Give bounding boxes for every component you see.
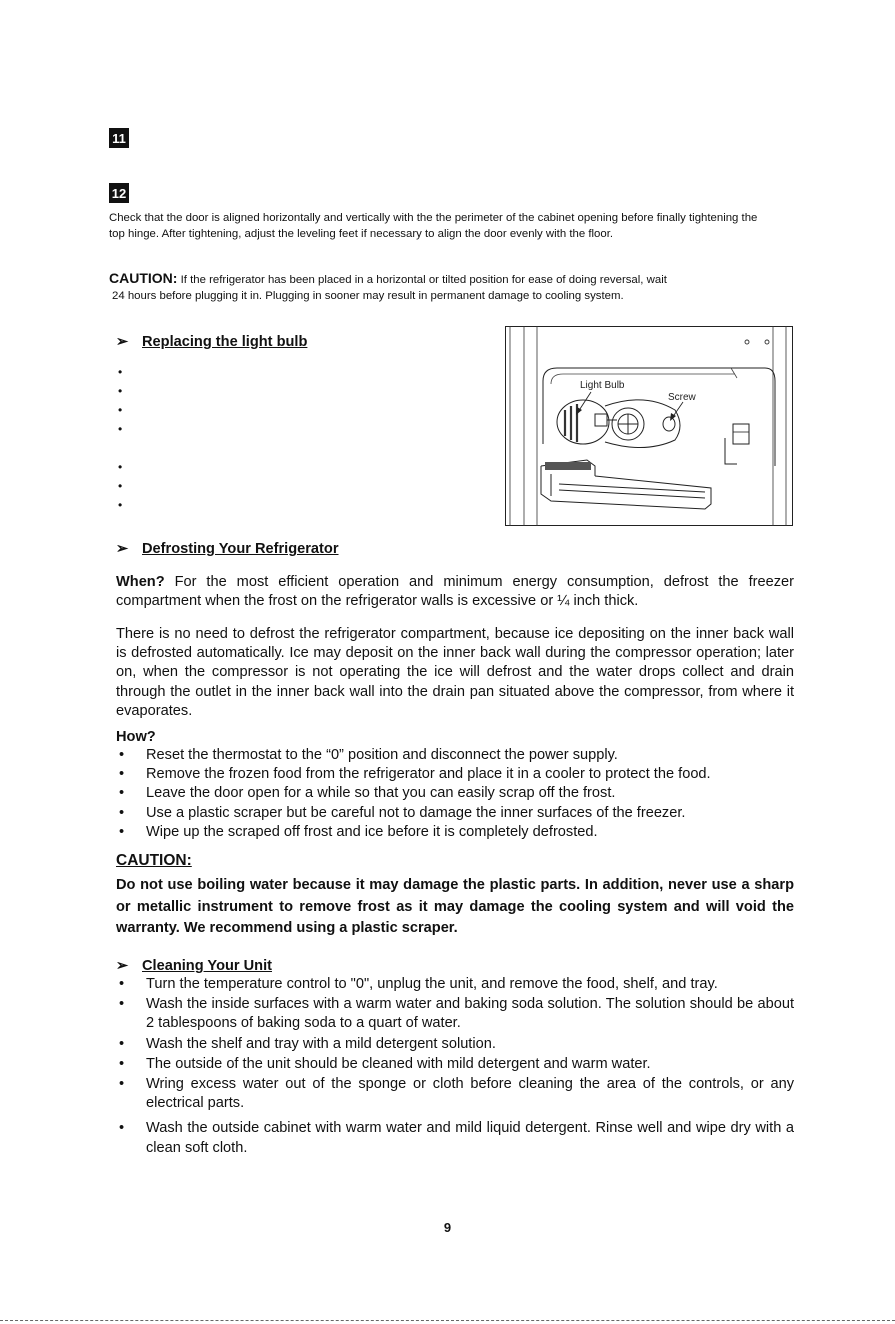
cleaning-steps bbox=[116, 975, 794, 1158]
step-12-badge: 12 bbox=[109, 183, 129, 203]
list-item: • Wring excess water out of the sponge or cloth before cleaning the area of the controls, or any electrical parts. bbox=[119, 1076, 794, 1112]
light-bulb-heading bbox=[116, 333, 307, 350]
defrost-heading bbox=[116, 540, 339, 557]
arrow-bullet-icon: ➢ bbox=[116, 958, 129, 974]
cleaning-heading bbox=[116, 957, 272, 974]
light-bulb-bullet: • bbox=[118, 403, 123, 417]
cleaning-title: Cleaning Your Unit bbox=[142, 958, 272, 974]
light-bulb-bullet: • bbox=[118, 422, 123, 436]
list-item: • Turn the temperature control to "0", unplug the unit, and remove the food, shelf, and tray. bbox=[119, 976, 718, 992]
light-bulb-label: Light Bulb bbox=[580, 380, 625, 391]
light-bulb-bullet: • bbox=[118, 498, 123, 512]
step-11-badge: 11 bbox=[109, 128, 129, 148]
door-alignment-note: Check that the door is aligned horizontally and vertically with the the perimeter of the cabinet opening before finally tightening the top hinge. After tightening, adjust the leveling feet if necessary to align the door evenly with the floor. bbox=[109, 212, 758, 240]
light-bulb-title: Replacing the light bulb bbox=[142, 334, 308, 350]
defrost-title: Defrosting Your Refrigerator bbox=[142, 541, 339, 557]
caution-line-1: If the refrigerator has been placed in a horizontal or tilted position for ease of doing reversal, wait bbox=[180, 274, 667, 286]
light-bulb-bullet: • bbox=[118, 384, 123, 398]
caution-reversal bbox=[109, 270, 809, 304]
list-item: • Wash the shelf and tray with a mild detergent solution. bbox=[119, 1035, 496, 1052]
light-bulb-bullet: • bbox=[118, 365, 123, 379]
how-label: How? bbox=[116, 729, 156, 745]
list-item: • Wipe up the scraped off frost and ice before it is completely defrosted. bbox=[119, 823, 598, 840]
caution-heading: CAUTION: bbox=[116, 852, 192, 869]
caution-label: CAUTION: bbox=[109, 270, 178, 286]
light-bulb-bullet: • bbox=[118, 460, 123, 474]
list-item: • Leave the door open for a while so that you can easily scrap off the frost. bbox=[119, 785, 616, 802]
caution-line-2: 24 hours before plugging it in. Plugging in sooner may result in permanent damage to cooling system. bbox=[112, 290, 624, 302]
list-item: • The outside of the unit should be cleaned with mild detergent and warm water. bbox=[119, 1055, 651, 1072]
defrost-when bbox=[116, 573, 794, 611]
arrow-bullet-icon: ➢ bbox=[116, 541, 129, 557]
page-number: 9 bbox=[443, 1220, 452, 1235]
screw-label: Screw bbox=[668, 392, 696, 403]
arrow-bullet-icon: ➢ bbox=[116, 334, 129, 350]
defrost-paragraph: There is no need to defrost the refrigerator compartment, because ice depositing on the inner back wall is defrosted automatically. Ice may deposit on the inner back wall during the compressor operation; later on, when the compressor is not operating the ice will defrost and the water drops collect and drain through the outlet in the inner back wall into the drain pan situated above the compressor, from where it evaporates. bbox=[116, 626, 794, 719]
list-item: • Reset the thermostat to the “0” position and disconnect the power supply. bbox=[119, 747, 618, 763]
page-edge-divider bbox=[0, 1320, 895, 1321]
light-bulb-diagram bbox=[505, 326, 793, 526]
when-label: When? bbox=[116, 574, 165, 590]
list-item: • Use a plastic scraper but be careful not to damage the inner surfaces of the freezer. bbox=[119, 804, 686, 821]
list-item: • Wash the inside surfaces with a warm water and baking soda solution. The solution should be about 2 tablespoons of baking soda to a quart of water. bbox=[119, 996, 794, 1032]
defrost-steps bbox=[116, 746, 796, 842]
list-item: • Remove the frozen food from the refrigerator and place it in a cooler to protect the food. bbox=[119, 766, 711, 783]
light-bulb-bullet: • bbox=[118, 479, 123, 493]
list-item: • Wash the outside cabinet with warm water and mild liquid detergent. Rinse well and wipe dry with a clean soft cloth. bbox=[119, 1120, 794, 1156]
when-text: For the most efficient operation and minimum energy consumption, defrost the freezer compartment when the frost on the refrigerator walls is excessive or ¼ inch thick. bbox=[116, 574, 794, 610]
caution-frost-warning: Do not use boiling water because it may damage the plastic parts. In addition, never use a sharp or metallic instrument to remove frost as it may damage the cooling system and will void the warranty. We recommend using a plastic scraper. bbox=[116, 877, 794, 936]
